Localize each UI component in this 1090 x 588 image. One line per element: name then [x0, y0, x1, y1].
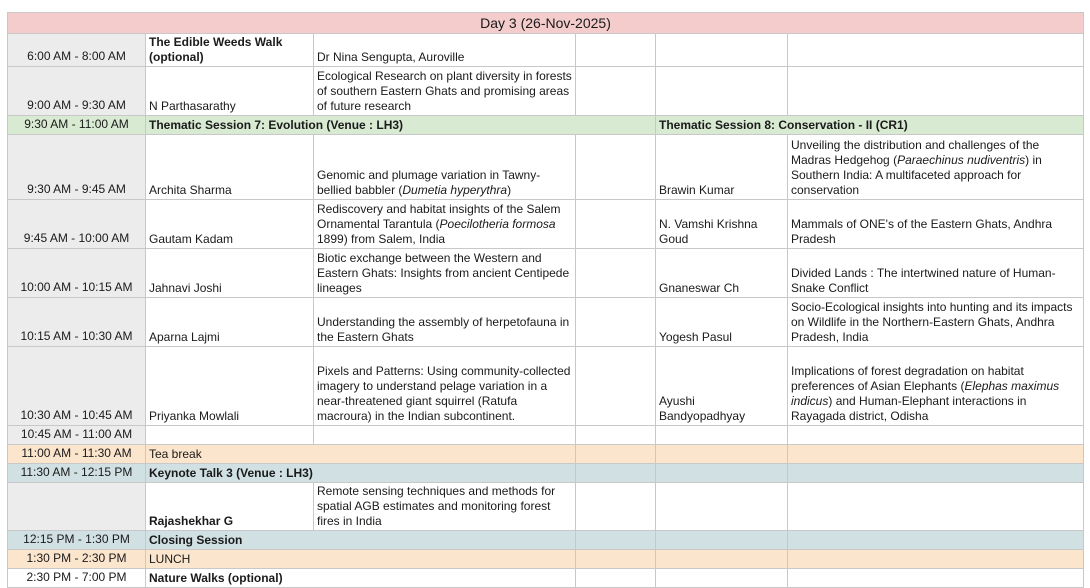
speaker: Gnaneswar Ch [656, 249, 788, 298]
empty-cell [788, 464, 1084, 483]
empty-cell [576, 426, 656, 445]
empty-cell [576, 531, 656, 550]
empty-cell [576, 569, 656, 588]
talk-title: Understanding the assembly of herpetofauna in the Eastern Ghats [314, 298, 576, 347]
talk-row [8, 249, 1084, 298]
day-title: Day 3 (26-Nov-2025) [8, 13, 1084, 34]
talk-title: Dr Nina Sengupta, Auroville [314, 34, 576, 67]
talk-title: Implications of forest degradation on habitat preferences of Asian Elephants (Elephas maximus indicus) and Human-Elephant interactions in Rayagada district, Odisha [788, 347, 1084, 426]
time-slot: 10:00 AM - 10:15 AM [8, 249, 146, 298]
time-slot: 9:30 AM - 9:45 AM [8, 135, 146, 200]
empty-cell [656, 445, 788, 464]
time-slot: 11:00 AM - 11:30 AM [8, 445, 146, 464]
empty-cell [146, 426, 314, 445]
empty-cell [576, 550, 656, 569]
time-slot: 11:30 AM - 12:15 PM [8, 464, 146, 483]
speaker: Yogesh Pasul [656, 298, 788, 347]
day-header-row [8, 13, 1084, 34]
empty-cell [788, 569, 1084, 588]
time-slot: 10:30 AM - 10:45 AM [8, 347, 146, 426]
time-slot: 9:45 AM - 10:00 AM [8, 200, 146, 249]
empty-cell [656, 426, 788, 445]
talk-title [788, 34, 1084, 67]
empty-cell [656, 531, 788, 550]
time-slot: 9:30 AM - 11:00 AM [8, 116, 146, 135]
agenda-band-row [8, 464, 1084, 483]
spacer-cell [576, 200, 656, 249]
speaker [656, 34, 788, 67]
empty-cell [788, 531, 1084, 550]
empty-cell [788, 426, 1084, 445]
talk-title: Rediscovery and habitat insights of the Salem Ornamental Tarantula (Poecilotheria formosa 1899) from Salem, India [314, 200, 576, 249]
empty-cell [314, 426, 576, 445]
speaker: N Parthasarathy [146, 67, 314, 116]
time-slot [8, 483, 146, 531]
talk-title: Remote sensing techniques and methods for spatial AGB estimates and monitoring forest fires in India [314, 483, 576, 531]
spacer-cell [576, 483, 656, 531]
talk-title: Biotic exchange between the Western and Eastern Ghats: Insights from ancient Centipede lineages [314, 249, 576, 298]
session-title: Thematic Session 7: Evolution (Venue : LH3) [146, 116, 656, 135]
talk-title [788, 67, 1084, 116]
talk-title: Mammals of ONE's of the Eastern Ghats, Andhra Pradesh [788, 200, 1084, 249]
agenda-item-label: Tea break [146, 445, 576, 464]
time-slot: 6:00 AM - 8:00 AM [8, 34, 146, 67]
talk-row [8, 298, 1084, 347]
talk-title: Genomic and plumage variation in Tawny-bellied babbler (Dumetia hyperythra) [314, 135, 576, 200]
talk-row [8, 135, 1084, 200]
talk-title: Unveiling the distribution and challenges of the Madras Hedgehog (Paraechinus nudiventris) in Southern India: A multifaceted approach for conservation [788, 135, 1084, 200]
speaker: Archita Sharma [146, 135, 314, 200]
time-slot: 12:15 PM - 1:30 PM [8, 531, 146, 550]
agenda-band-row [8, 550, 1084, 569]
spacer-cell [576, 34, 656, 67]
talk-row [8, 34, 1084, 67]
time-slot: 9:00 AM - 9:30 AM [8, 67, 146, 116]
session-row [8, 116, 1084, 135]
talk-title: Socio-Ecological insights into hunting and its impacts on Wildlife in the Northern-Eastern Ghats, Andhra Pradesh, India [788, 298, 1084, 347]
talk-title: Pixels and Patterns: Using community-collected imagery to understand pelage variation in a near-threatened giant squirrel (Ratufa macroura) in the Indian subcontinent. [314, 347, 576, 426]
talk-row [8, 347, 1084, 426]
empty-cell [656, 550, 788, 569]
agenda-item-label: Nature Walks (optional) [146, 569, 576, 588]
speaker: Rajashekhar G [146, 483, 314, 531]
talk-row [8, 483, 1084, 531]
spacer-cell [576, 249, 656, 298]
talk-row [8, 67, 1084, 116]
speaker: Aparna Lajmi [146, 298, 314, 347]
spacer-cell [576, 67, 656, 116]
spacer-cell [576, 347, 656, 426]
agenda-band-row [8, 569, 1084, 588]
time-slot: 1:30 PM - 2:30 PM [8, 550, 146, 569]
session-title: Thematic Session 8: Conservation - II (CR1) [656, 116, 1084, 135]
time-slot: 10:15 AM - 10:30 AM [8, 298, 146, 347]
agenda-item-label: Keynote Talk 3 (Venue : LH3) [146, 464, 576, 483]
agenda-band-row [8, 531, 1084, 550]
agenda-item-label: LUNCH [146, 550, 576, 569]
talk-title [788, 483, 1084, 531]
speaker: N. Vamshi Krishna Goud [656, 200, 788, 249]
empty-cell [576, 445, 656, 464]
empty-cell [656, 464, 788, 483]
spacer-cell [576, 298, 656, 347]
speaker [656, 483, 788, 531]
spacer-cell [576, 135, 656, 200]
time-slot: 2:30 PM - 7:00 PM [8, 569, 146, 588]
empty-cell [788, 550, 1084, 569]
talk-title: Divided Lands : The intertwined nature of Human-Snake Conflict [788, 249, 1084, 298]
empty-cell [656, 569, 788, 588]
speaker: Jahnavi Joshi [146, 249, 314, 298]
empty-cell [576, 464, 656, 483]
speaker [656, 67, 788, 116]
agenda-item-label: Closing Session [146, 531, 576, 550]
time-slot: 10:45 AM - 11:00 AM [8, 426, 146, 445]
talk-title: Ecological Research on plant diversity in forests of southern Eastern Ghats and promising areas of future research [314, 67, 576, 116]
speaker: Gautam Kadam [146, 200, 314, 249]
speaker: Brawin Kumar [656, 135, 788, 200]
agenda-band-row [8, 445, 1084, 464]
schedule-table [7, 12, 1084, 588]
empty-row [8, 426, 1084, 445]
speaker: Priyanka Mowlali [146, 347, 314, 426]
talk-row [8, 200, 1084, 249]
speaker: The Edible Weeds Walk (optional) [146, 34, 314, 67]
empty-cell [788, 445, 1084, 464]
speaker: Ayushi Bandyopadhyay [656, 347, 788, 426]
